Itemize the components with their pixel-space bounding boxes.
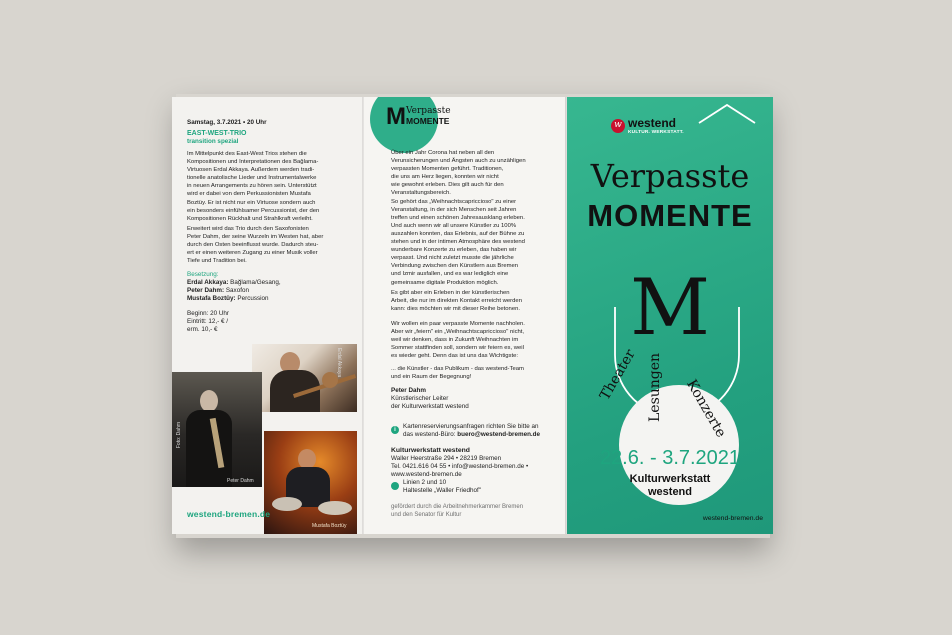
cast-item bbox=[187, 287, 281, 295]
category-lesungen: Lesungen bbox=[647, 352, 663, 422]
cast-item bbox=[187, 295, 281, 303]
intro-text-2 bbox=[391, 289, 522, 313]
signature-role-2: der Kulturwerkstatt westend bbox=[391, 403, 469, 410]
event-description bbox=[187, 150, 319, 223]
intro-line: Und auch wenn wir all unsere Künstler zu 100% bbox=[391, 222, 517, 229]
website-cover: westend-bremen.de bbox=[702, 515, 763, 522]
intro-line: Sommer stattfinden soll, sondern wir feiern es, weil bbox=[391, 345, 524, 352]
funding-line-2: und den Senator für Kultur bbox=[391, 512, 462, 518]
event-dates: 22.6. - 3.7.2021 bbox=[599, 447, 741, 469]
intro-line: ... die Künstler - das Publikum - das westend-Team bbox=[391, 366, 524, 372]
intro-line: wunderbare Konzerte zu erleben, das haben wir bbox=[391, 247, 517, 254]
cast-list bbox=[187, 279, 281, 303]
intro-line: Arbeit, die nur im direkten Kontakt erreicht werden bbox=[391, 298, 522, 305]
description-line: ein besonders einfühlsamer Percussionist, der den bbox=[187, 207, 320, 214]
description-line: wird er dabei von dem Perkussionisten Mustafa bbox=[187, 191, 311, 198]
admission-line: Eintritt: 12,- € / bbox=[187, 318, 228, 326]
intro-line: gemeinsame digitale Produktion möglich. bbox=[391, 279, 499, 286]
venue-line-1: Kulturwerkstatt bbox=[629, 473, 711, 485]
caption-peter-dahm: Peter Dahm bbox=[227, 478, 254, 484]
intro-line: die uns am Herz liegen, konnten wir nicht bbox=[391, 174, 499, 181]
description-line: durch den Osten beeinflusst wurde. Dadurch steu- bbox=[187, 242, 319, 249]
description-line: Im Mittelpunkt des East-West Trios stehen die bbox=[187, 151, 307, 157]
cast-item bbox=[187, 279, 281, 287]
cast-role: Bağlama/Gesang, bbox=[228, 279, 281, 286]
cast-name: Peter Dahm: bbox=[187, 287, 225, 295]
intro-line: Über ein Jahr Corona hat neben all den bbox=[391, 150, 495, 156]
reservation-line-1: Kartenreservierungsanfragen richten Sie bitte an bbox=[403, 423, 539, 430]
address-line-1: Waller Heerstraße 294 • 28219 Bremen bbox=[391, 455, 502, 462]
category-theater: Theater bbox=[597, 346, 639, 403]
photo-erdal-akkaya bbox=[252, 344, 357, 412]
description-line: Virtuosen Erdal Akkaya. Außerdem werden tradi- bbox=[187, 167, 315, 174]
intro-line: Es gibt aber ein Erleben in der künstlerischen bbox=[391, 290, 510, 296]
cover-title-1: Verpasste bbox=[590, 157, 750, 195]
website-left: westend-bremen.de bbox=[187, 509, 271, 519]
intro-line: Aber wir „feiern" ein „Weihnachtscapriccioso" nicht, bbox=[391, 329, 525, 336]
funding-line-1: gefördert durch die Arbeitnehmerkammer Bremen bbox=[391, 504, 524, 510]
caption-dahm-vertical: Foto: Dahm bbox=[176, 422, 182, 449]
logo-line-2: MOMENTE bbox=[406, 116, 450, 126]
intro-line: verpasst. Und nicht zuletzt musste die jährliche bbox=[391, 255, 514, 262]
intro-line: Veranstaltung, in der sich Menschen seit Jahren bbox=[391, 206, 517, 213]
description-line: in neuen Arrangements zu hören sein. Unterstützt bbox=[187, 183, 317, 190]
cast-heading: Besetzung: bbox=[187, 271, 219, 278]
description-line: Erweitert wird das Trio durch den Saxofonisten bbox=[187, 226, 309, 232]
brand-subline: KULTUR. WERKSTATT. bbox=[628, 130, 684, 135]
caption-mustafa-boztuey: Mustafa Boztüy bbox=[312, 523, 347, 529]
brand-name: westend bbox=[628, 116, 677, 130]
address-line-2: Tel. 0421.616 04 55 • info@westend-bremen.de • bbox=[391, 463, 529, 470]
intro-line: und Izmir ausfallen, und es war lediglich eine bbox=[391, 271, 509, 278]
transit-line-2: Haltestelle „Waller Friedhof" bbox=[403, 487, 481, 494]
brand-badge-letter: w bbox=[614, 120, 622, 130]
photo-mustafa-boztuey bbox=[264, 431, 357, 534]
description-line: ert er einen weiteren Zugang zu einer Musik voller bbox=[187, 250, 318, 257]
intro-line: treffen und einen schönen Jahresausklang erleben. bbox=[391, 214, 525, 221]
info-icon: i bbox=[391, 426, 399, 434]
intro-line: So gehört das „Weihnachtscapriccioso" zu einer bbox=[391, 198, 517, 205]
org-name: Kulturwerkstatt westend bbox=[391, 447, 470, 454]
admission-line: Beginn: 20 Uhr bbox=[187, 310, 230, 317]
intro-line: auszahlen konnten, das Erlebnis, auf der Bühne zu bbox=[391, 230, 525, 237]
description-line: Kompositionen Rückhalt und Strahlkraft verleiht. bbox=[187, 215, 313, 222]
cast-name: Mustafa Boztüy: bbox=[187, 295, 236, 303]
intro-line: und ein Raum der Begegnung! bbox=[391, 374, 472, 381]
intro-line: Veranstaltungsbereich. bbox=[391, 190, 451, 197]
intro-line: verpassten Momenten geführt. Traditionen, bbox=[391, 166, 504, 173]
logo-letter: M bbox=[386, 103, 406, 130]
intro-line: Verbindung zwischen den Künstlern aus Bremen bbox=[391, 263, 519, 270]
intro-text-3 bbox=[391, 320, 525, 360]
address-line-3[interactable]: www.westend-bremen.de bbox=[391, 471, 462, 478]
tram-icon bbox=[391, 482, 399, 490]
big-letter-m: M bbox=[630, 263, 710, 353]
description-line: Kompositionen und Interpretationen des Bağlama- bbox=[187, 159, 319, 166]
description-line: Boztüy. Er ist nicht nur ein Virtuose sondern auch bbox=[187, 199, 316, 206]
chevron-up-icon bbox=[699, 105, 755, 123]
left-panel bbox=[172, 97, 364, 534]
cover-title-2: MOMENTE bbox=[587, 198, 753, 233]
signature-role-1: Künstlerischer Leiter bbox=[391, 395, 449, 402]
intro-line: kann: dies möchten wir mit dieser Reihe betonen. bbox=[391, 306, 521, 313]
event-description-2 bbox=[187, 225, 323, 265]
signature-name: Peter Dahm bbox=[391, 387, 426, 394]
description-line: tionelle anatolische Lieder und Instrumentalwerke bbox=[187, 175, 317, 182]
middle-panel bbox=[364, 97, 567, 534]
transit-line-1: Linien 2 und 10 bbox=[403, 479, 447, 486]
event-title: EAST-WEST-TRIO bbox=[187, 130, 247, 137]
photo-peter-dahm bbox=[172, 372, 262, 487]
intro-text-4 bbox=[391, 365, 524, 381]
category-konzerte: Konzerte bbox=[683, 377, 729, 441]
cast-role: Percussion bbox=[235, 295, 269, 303]
reservation-line-2: das westend-Büro: buero@westend-bremen.de bbox=[403, 431, 541, 438]
intro-line: wie gewohnt erleben. Dies gilt auch für den bbox=[391, 182, 504, 189]
intro-line: stehen und in der intimen Atmosphäre des westend bbox=[391, 239, 525, 246]
logo-line-1: Verpasste bbox=[406, 106, 451, 116]
description-line: Peter Dahm, der seine Wurzeln im Westen hat, aber bbox=[187, 234, 324, 241]
intro-line: es wieder geht. Denn das ist uns das Wichtigste: bbox=[391, 353, 519, 360]
reservation-email[interactable]: buero@westend-bremen.de bbox=[457, 431, 541, 438]
description-line: Tiefe und Tradition bei. bbox=[187, 258, 247, 265]
caption-erdal: Erdal Akkaya bbox=[336, 348, 342, 378]
admission-info bbox=[187, 310, 229, 334]
intro-line: Verunsicherungen und Ängsten auch zu unzähligen bbox=[391, 158, 526, 165]
event-date: Samstag, 3.7.2021 • 20 Uhr bbox=[187, 119, 267, 126]
venue-line-2: westend bbox=[647, 486, 692, 498]
intro-line: Wir wollen ein paar verpasste Momente nachholen. bbox=[391, 321, 525, 327]
cast-role: Saxofon bbox=[224, 287, 249, 295]
cast-name: Erdal Akkaya: bbox=[187, 279, 229, 286]
event-subtitle: transition spezial bbox=[187, 138, 239, 145]
intro-line: weil wir denken, dass in Zukunft Weihnachten im bbox=[391, 337, 519, 344]
admission-line: erm. 10,- € bbox=[187, 326, 218, 334]
cover-panel bbox=[567, 97, 773, 534]
intro-text bbox=[391, 149, 526, 287]
